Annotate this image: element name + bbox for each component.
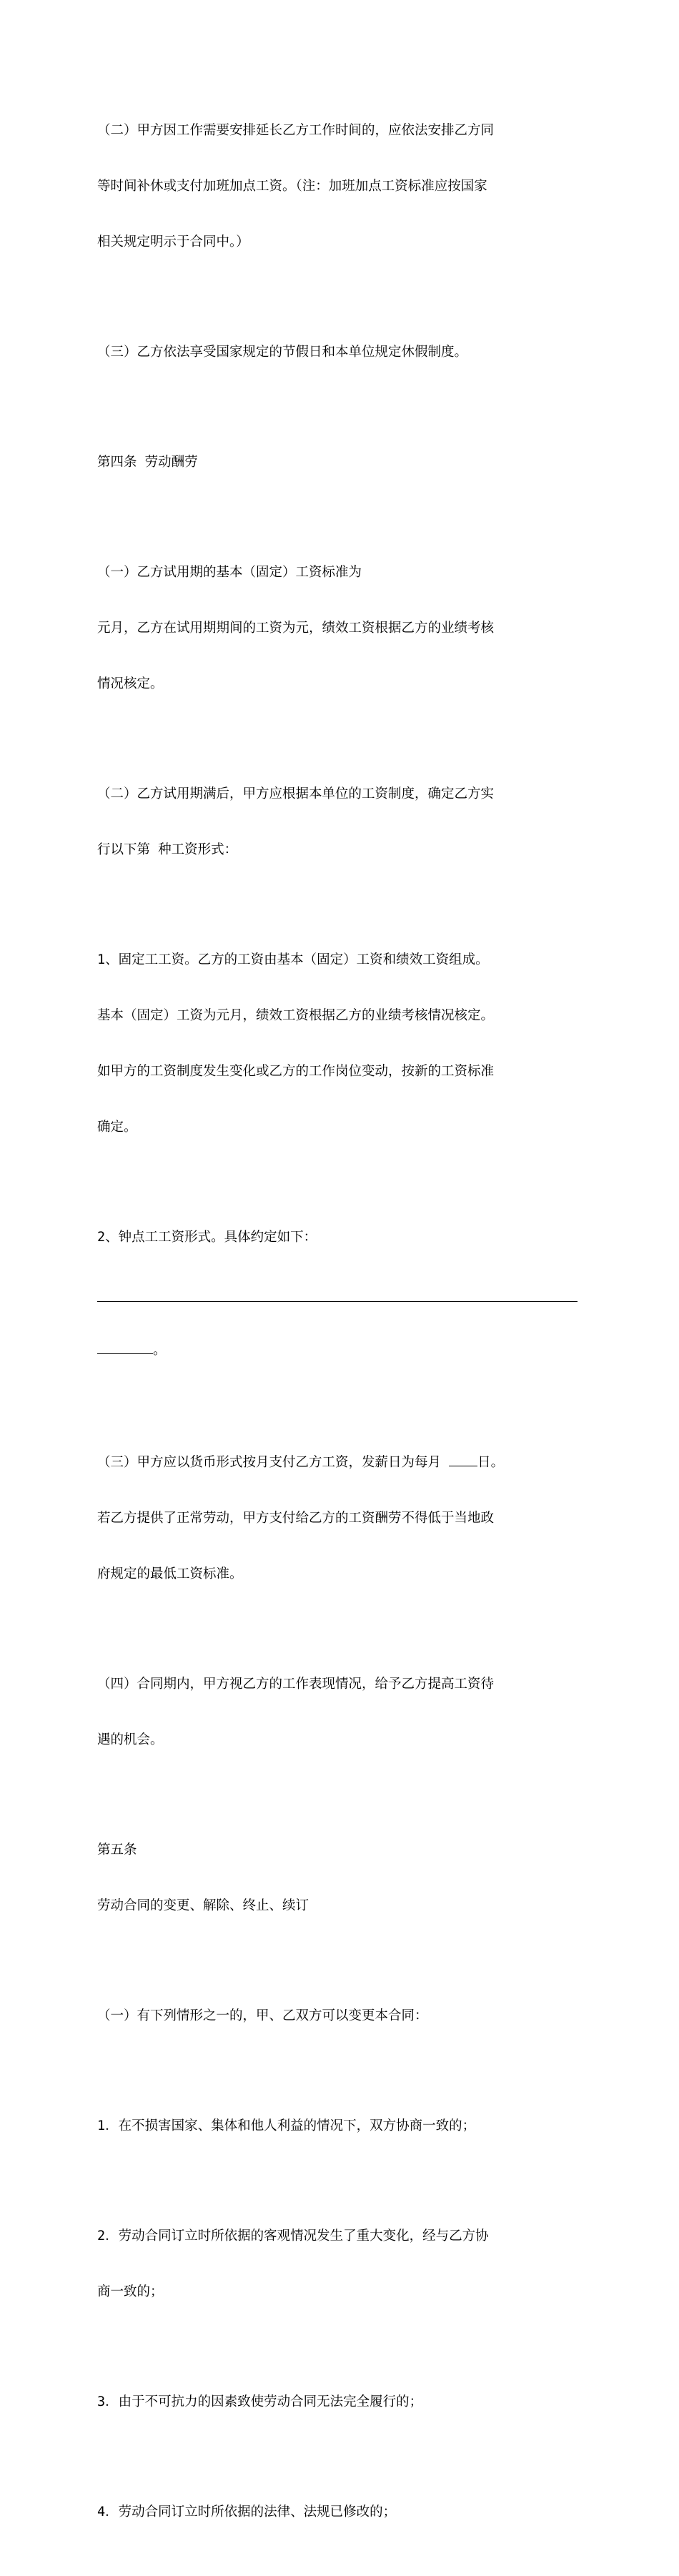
paragraph-change-conditions (97, 1970, 590, 2063)
article-5-heading (97, 1804, 590, 1953)
list-item-1 (97, 2080, 590, 2173)
text-line: 等时间补休或支付加班加点工资。（注：加班加点工资标准应按国家 (97, 179, 487, 194)
text-line: （二）甲方因工作需要安排延长乙方工作时间的，应依法安排乙方同 (97, 123, 495, 138)
text-line: （一）有下列情形之一的，甲、乙双方可以变更本合同： (97, 2008, 428, 2023)
text-line: （一）乙方试用期的基本（固定）工资标准为 (97, 565, 362, 580)
text-line: 相关规定明示于合同中。） (97, 235, 249, 250)
text-line: 行以下第 种工资形式： (97, 842, 238, 857)
text-segment: 日。 (477, 1455, 505, 1470)
paragraph-probation-wage (97, 526, 590, 731)
text-line (97, 1339, 590, 1360)
text-line (97, 1451, 590, 1472)
paragraph-holidays (97, 306, 590, 399)
text-line: （二）乙方试用期满后，甲方应根据本单位的工资制度，确定乙方实 (97, 786, 495, 801)
period-mark: 。 (153, 1343, 167, 1358)
text-line: 基本（固定）工资为元月，绩效工资根据乙方的业绩考核情况核定。 (97, 1008, 495, 1023)
list-item-2 (97, 2190, 590, 2339)
text-line: 1．在不损害国家、集体和他人利益的情况下，双方协商一致的； (97, 2118, 476, 2133)
text-line: 第四条 劳动酬劳 (97, 455, 198, 470)
list-item-3 (97, 2356, 590, 2449)
text-line: 府规定的最低工资标准。 (97, 1566, 243, 1581)
text-line: 确定。 (97, 1120, 137, 1135)
text-line: 情况核定。 (97, 676, 164, 691)
text-line: 2．劳动合同订立时所依据的客观情况发生了重大变化，经与乙方协 (97, 2229, 489, 2244)
paragraph-fixed-wage (97, 914, 590, 1174)
text-line: 第五条 (97, 1842, 137, 1857)
paragraph-hourly-wage (97, 1191, 590, 1397)
text-line: 元月，乙方在试用期期间的工资为元，绩效工资根据乙方的业绩考核 (97, 621, 495, 636)
text-line: 劳动合同的变更、解除、终止、续订 (97, 1898, 309, 1913)
text-line: 3．由于不可抗力的因素致使劳动合同无法完全履行的； (97, 2394, 423, 2409)
payday-blank[interactable] (449, 1451, 477, 1466)
text-line: （四）合同期内，甲方视乙方的工作表现情况，给予乙方提高工资待 (97, 1677, 495, 1692)
text-line: 1、固定工工资。乙方的工资由基本（固定）工资和绩效工资组成。 (97, 952, 489, 967)
text-line: 2、钟点工工资形式。具体约定如下： (97, 1230, 317, 1245)
paragraph-raise (97, 1638, 590, 1787)
text-line: 若乙方提供了正常劳动，甲方支付给乙方的工资酬劳不得低于当地政 (97, 1511, 495, 1526)
text-line: 4．劳动合同订立时所依据的法律、法规已修改的； (97, 2505, 397, 2520)
text-line: （三）乙方依法享受国家规定的节假日和本单位规定休假制度。 (97, 345, 468, 360)
text-line: 如甲方的工资制度发生变化或乙方的工作岗位变动，按新的工资标准 (97, 1064, 495, 1079)
text-segment: （三）甲方应以货币形式按月支付乙方工资，发薪日为每月 (97, 1455, 442, 1470)
article-4-heading (97, 416, 590, 509)
paragraph-wage-form (97, 748, 590, 897)
paragraph-overtime (97, 84, 590, 289)
text-line: 遇的机会。 (97, 1732, 164, 1747)
paragraph-payment (97, 1414, 590, 1621)
text-line: 商一致的； (97, 2284, 164, 2299)
list-item-4 (97, 2466, 590, 2559)
document-page (97, 84, 590, 2576)
fill-in-blank[interactable] (97, 1339, 153, 1354)
fill-in-blank-line[interactable] (97, 1284, 578, 1302)
